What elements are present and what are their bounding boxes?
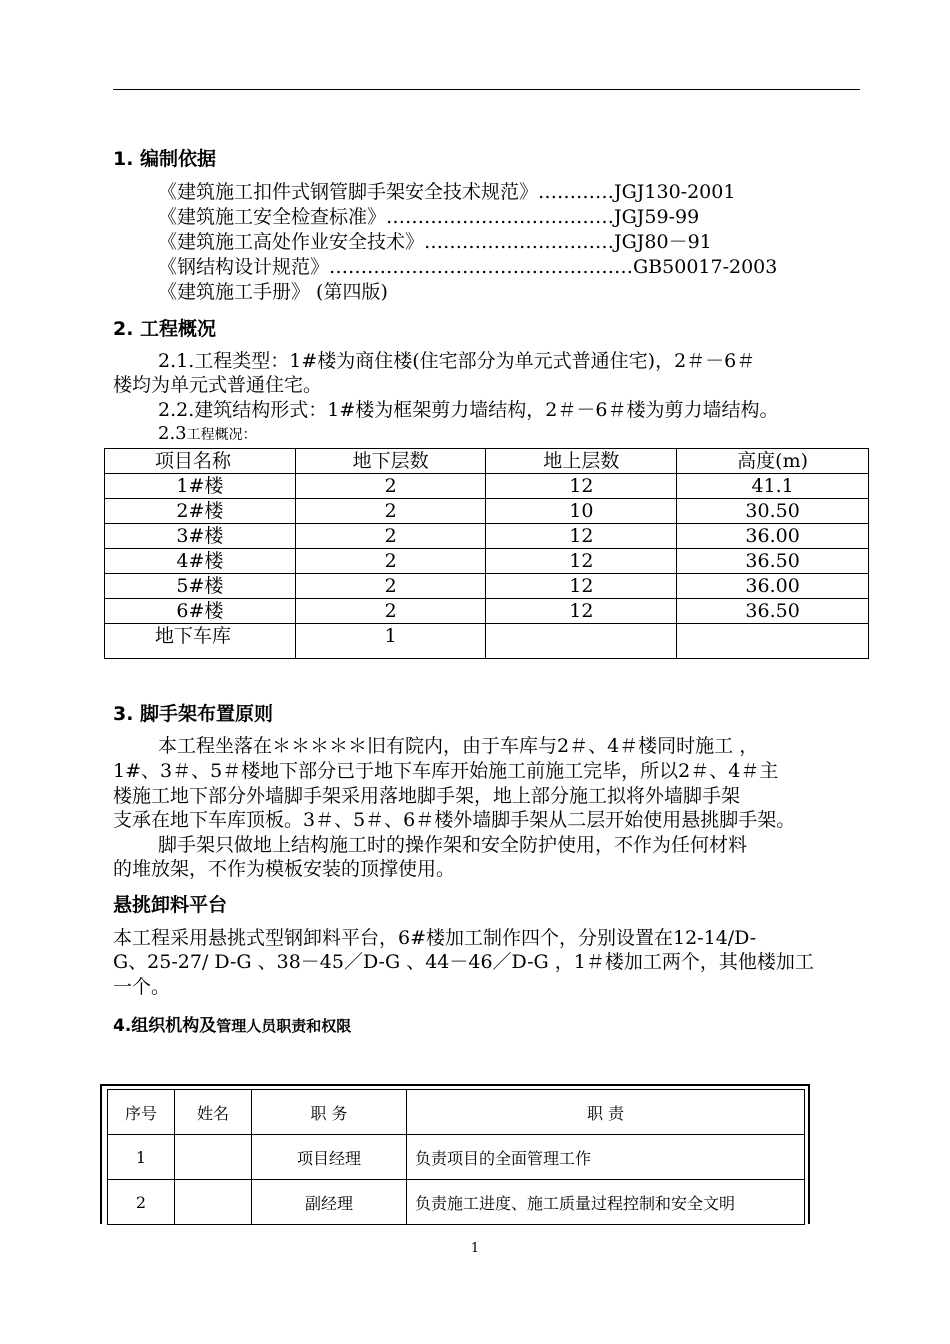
table-cell: 副经理 <box>252 1180 407 1225</box>
table-cell: 36.00 <box>677 524 869 549</box>
table-cell: 12 <box>486 474 677 499</box>
table-cell: 地下车库 <box>105 624 296 659</box>
table-cell: 1#楼 <box>105 474 296 499</box>
section4-heading <box>113 1011 351 1036</box>
table-cell: 36.50 <box>677 549 869 574</box>
paragraph-line: G、25-27/ D-G 、38－45／D-G 、44－46／D-G ，1＃楼加工两个，其他楼加工 <box>113 951 814 973</box>
table-header-cell: 职 务 <box>252 1090 407 1135</box>
organization-table-frame <box>100 1084 810 1224</box>
table-row <box>108 1180 805 1225</box>
table-cell: 1 <box>295 624 486 659</box>
table-cell: 2 <box>108 1180 175 1225</box>
table-cell: 2 <box>295 474 486 499</box>
reference-line: 《建筑施工高处作业安全技术》…………………………JGJ80－91 <box>158 231 712 253</box>
platform-heading: 悬挑卸料平台 <box>113 894 228 916</box>
table-caption <box>158 423 257 444</box>
section3-heading: 3. 脚手架布置原则 <box>113 703 274 725</box>
paragraph-line: 的堆放架，不作为模板安装的顶撑使用。 <box>113 858 456 880</box>
table-row <box>105 549 869 574</box>
section4-number: 4. <box>113 1016 132 1036</box>
paragraph-line: 脚手架只做地上结构施工时的操作架和安全防护使用，不作为任何材料 <box>158 834 748 856</box>
table-cell <box>175 1180 252 1225</box>
table-cell <box>677 624 869 659</box>
table-cell: 2 <box>295 549 486 574</box>
reference-line: 《建筑施工安全检查标准》………………………………JGJ59-99 <box>158 206 700 228</box>
page-number: 1 <box>470 1241 480 1256</box>
table-cell: 36.50 <box>677 599 869 624</box>
paragraph-line: 楼均为单元式普通住宅。 <box>113 374 323 396</box>
table-header-cell: 序号 <box>108 1090 175 1135</box>
header-rule <box>113 89 860 90</box>
table-header-cell: 姓名 <box>175 1090 252 1135</box>
reference-line: 《建筑施工扣件式钢管脚手架安全技术规范》…………JGJ130-2001 <box>158 181 736 203</box>
table-header-cell: 职 责 <box>407 1090 805 1135</box>
paragraph-line: 支承在地下车库顶板。3＃、5＃、6＃楼外墙脚手架从二层开始使用悬挑脚手架。 <box>113 809 796 831</box>
table-cell <box>486 624 677 659</box>
section2-heading: 2. 工程概况 <box>113 318 217 340</box>
table-cell: 10 <box>486 499 677 524</box>
paragraph-line: 本工程坐落在＊＊＊＊＊旧有院内，由于车库与2＃、4＃楼同时施工 ， <box>158 735 759 757</box>
table-header-cell: 地下层数 <box>295 449 486 474</box>
caption-text: 工程概况： <box>186 427 257 443</box>
overview-table <box>104 448 869 659</box>
table-cell: 2#楼 <box>105 499 296 524</box>
table-row <box>105 624 869 659</box>
table-cell: 2 <box>295 599 486 624</box>
reference-line: 《钢结构设计规范》…………………………………………GB50017-2003 <box>158 256 778 278</box>
table-row <box>108 1135 805 1180</box>
table-cell: 3#楼 <box>105 524 296 549</box>
section4-title: 组织机构及 <box>131 1016 217 1036</box>
table-cell: 2 <box>295 574 486 599</box>
paragraph-line: 1#、3＃、5＃楼地下部分已于地下车库开始施工前施工完毕，所以2＃、4＃主 <box>113 760 779 782</box>
paragraph-line: 2.1.工程类型：1#楼为商住楼(住宅部分为单元式普通住宅)，2＃－6＃ <box>158 350 756 372</box>
table-cell <box>175 1135 252 1180</box>
table-cell: 4#楼 <box>105 549 296 574</box>
table-header-row <box>108 1090 805 1135</box>
table-cell: 12 <box>486 599 677 624</box>
table-cell: 36.00 <box>677 574 869 599</box>
organization-table <box>107 1089 805 1225</box>
table-cell: 6#楼 <box>105 599 296 624</box>
table-row <box>105 574 869 599</box>
table-header-cell: 地上层数 <box>486 449 677 474</box>
table-row <box>105 524 869 549</box>
table-cell: 12 <box>486 524 677 549</box>
paragraph-line: 一个。 <box>113 976 171 998</box>
table-row <box>105 599 869 624</box>
table-cell: 2 <box>295 524 486 549</box>
section1-heading: 1. 编制依据 <box>113 148 217 170</box>
section4-title-small: 管理人员职责和权限 <box>216 1017 352 1035</box>
table-header-row <box>105 449 869 474</box>
table-cell: 项目经理 <box>252 1135 407 1180</box>
caption-number: 2.3 <box>158 423 187 444</box>
table-cell: 30.50 <box>677 499 869 524</box>
table-cell: 负责项目的全面管理工作 <box>407 1135 805 1180</box>
table-cell: 12 <box>486 574 677 599</box>
table-cell: 12 <box>486 549 677 574</box>
table-cell: 负责施工进度、施工质量过程控制和安全文明 <box>407 1180 805 1225</box>
table-cell: 5#楼 <box>105 574 296 599</box>
table-cell: 41.1 <box>677 474 869 499</box>
paragraph-line: 2.2.建筑结构形式：1#楼为框架剪力墙结构，2＃－6＃楼为剪力墙结构。 <box>158 399 779 421</box>
paragraph-line: 楼施工地下部分外墙脚手架采用落地脚手架，地上部分施工拟将外墙脚手架 <box>113 785 741 807</box>
table-cell: 2 <box>295 499 486 524</box>
table-row <box>105 474 869 499</box>
paragraph-line: 本工程采用悬挑式型钢卸料平台，6#楼加工制作四个，分别设置在12-14/D- <box>113 927 757 949</box>
reference-line: 《建筑施工手册》 (第四版) <box>158 281 388 303</box>
table-header-cell: 项目名称 <box>105 449 296 474</box>
table-header-cell: 高度(m) <box>677 449 869 474</box>
table-cell: 1 <box>108 1135 175 1180</box>
table-row <box>105 499 869 524</box>
